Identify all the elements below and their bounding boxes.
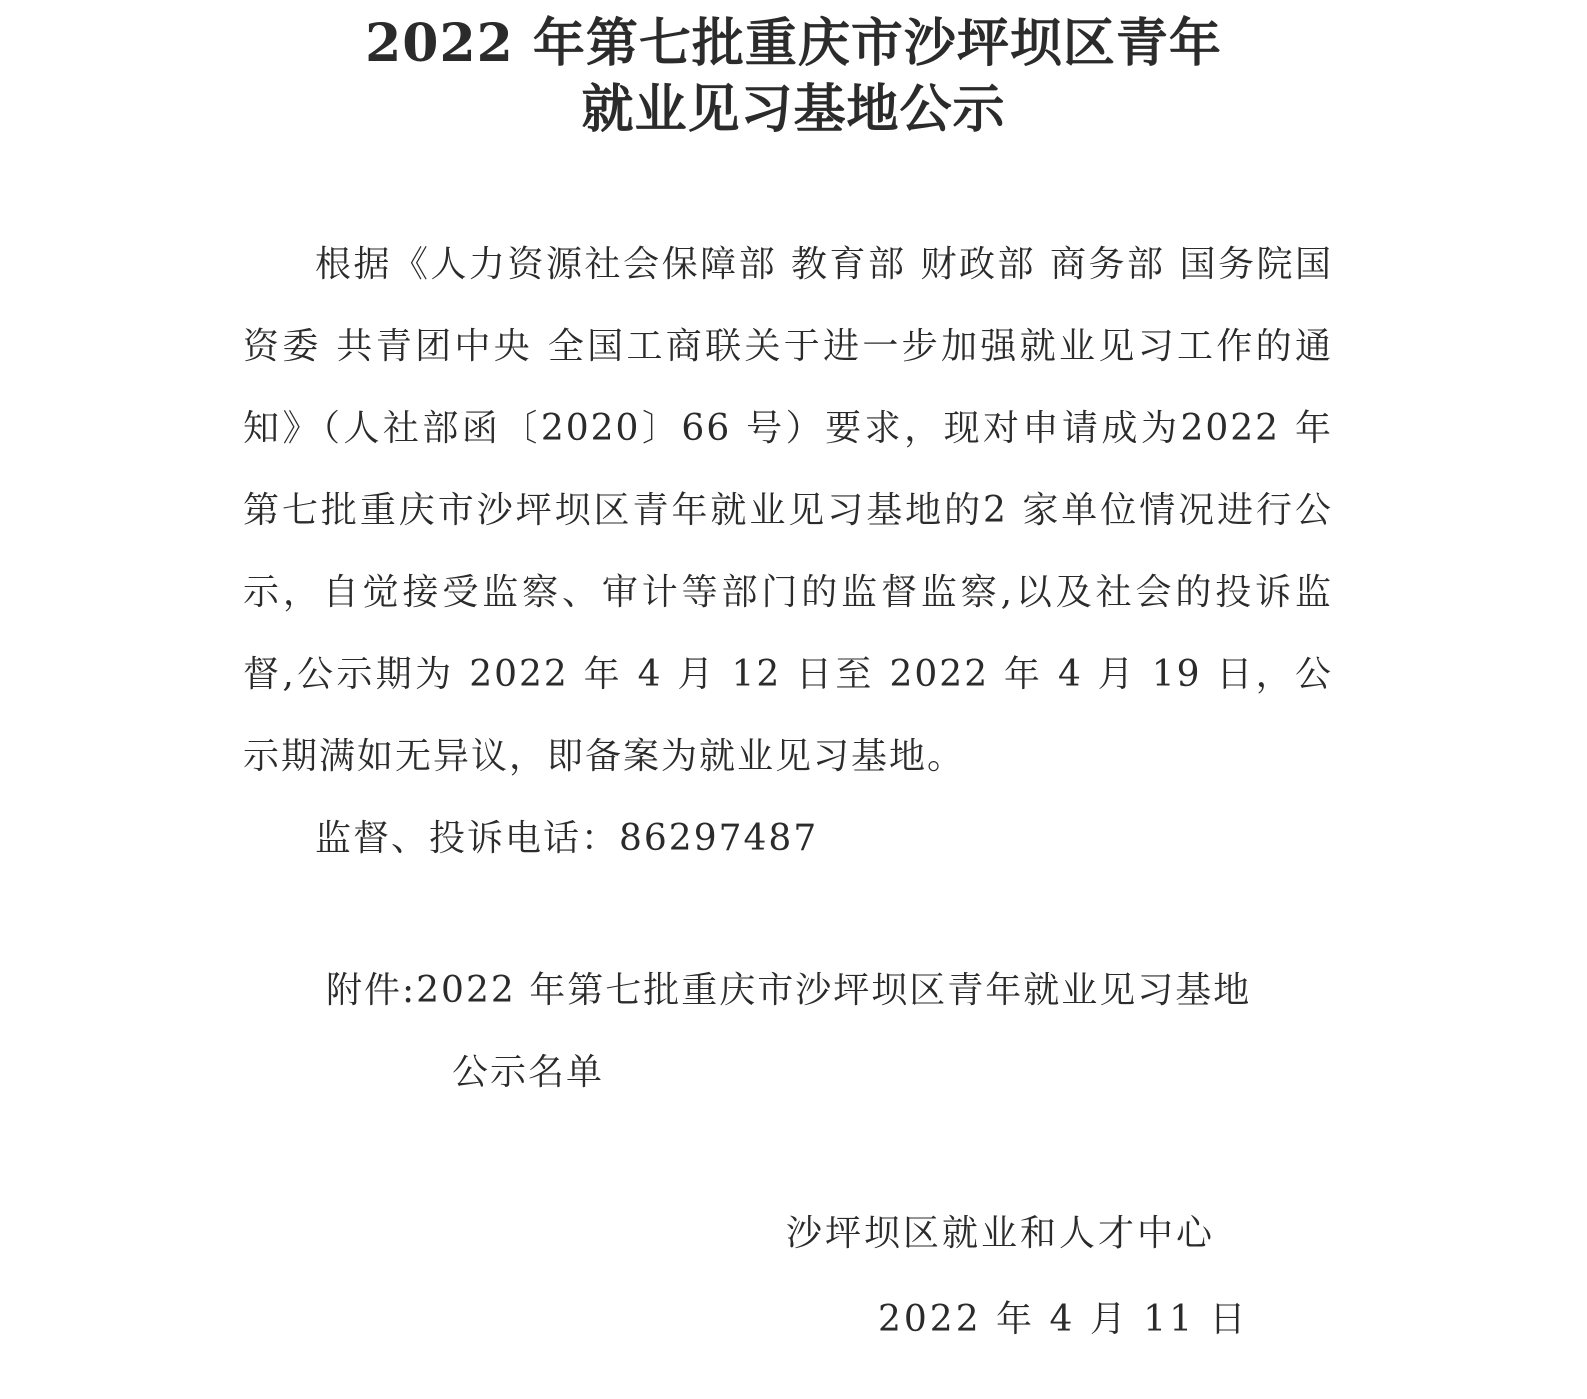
attachment-label: 附件: (326, 970, 417, 1011)
attachment-title-line1: 2022 年第七批重庆市沙坪坝区青年就业见习基地 (416, 970, 1252, 1011)
document-body (243, 224, 1333, 880)
attachment-block (326, 950, 1336, 1114)
body-paragraph: 根据《人力资源社会保障部 教育部 财政部 商务部 国务院国资委 共青团中央 全国工商联关于进一步加强就业见习工作的通知》（人社部函〔2020〕66 号）要求，现对申请成为2022 年第七批重庆市沙坪坝区青年就业见习基地的2 家单位情况进行公示，自觉接受监察、审计等部门的监督监察,以及社会的投诉监督,公示期为 2022 年 4 月 12 日至 2022 年 4 月 19 日，公示期满如无异议，即备案为就业见习基地。 (243, 244, 1333, 777)
issuer-signature: 沙坪坝区就业和人才中心 (786, 1213, 1216, 1254)
document-title-line2: 就业见习基地公示 (581, 79, 1006, 140)
attachment-title-line2: 公示名单 (452, 1052, 605, 1093)
issue-date: 2022 年 4 月 11 日 (878, 1299, 1249, 1340)
contact-line: 监督、投诉电话：86297487 (315, 818, 819, 859)
document-title-line1: 2022 年第七批重庆市沙坪坝区青年 (365, 13, 1222, 74)
